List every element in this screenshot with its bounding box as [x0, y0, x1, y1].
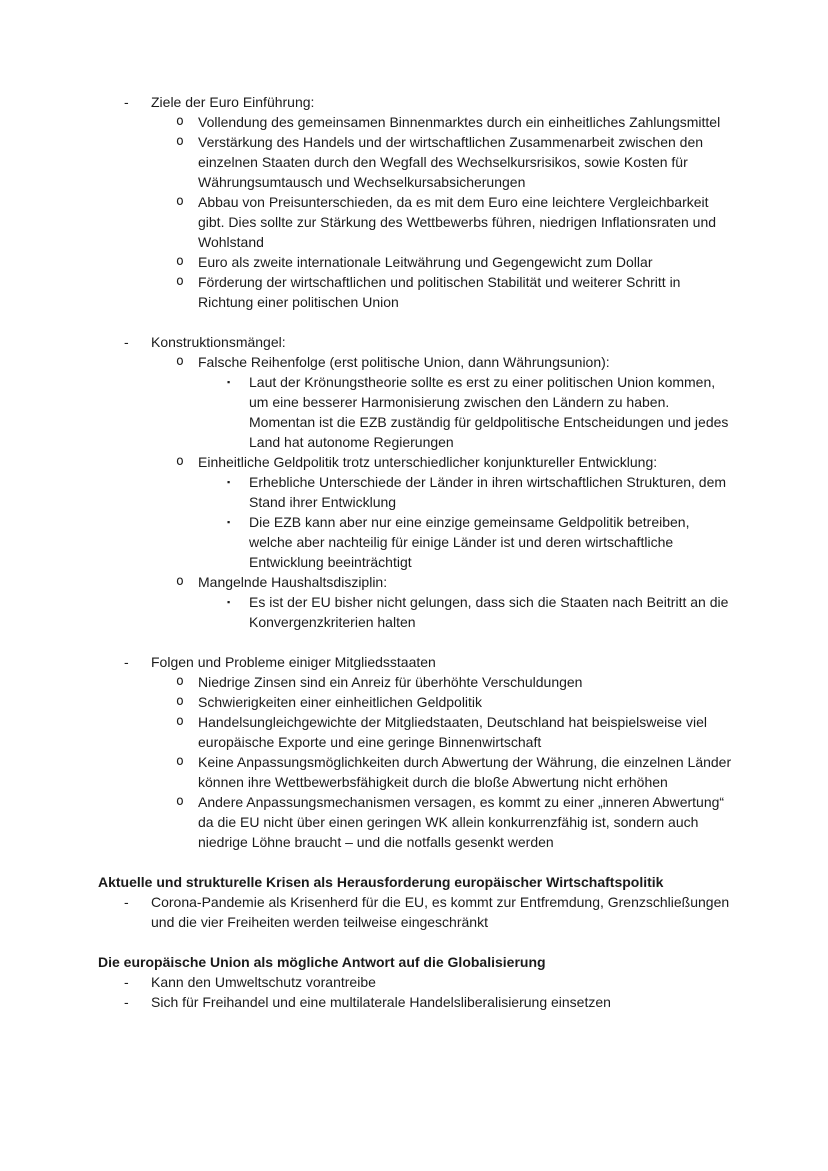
- bullet-marker: o: [176, 134, 184, 149]
- bullet-marker: o: [176, 254, 184, 269]
- bullet-marker: ▪: [227, 517, 231, 527]
- list-item-level-1: [0, 992, 736, 1012]
- list-item-text: Falsche Reihenfolge (erst politische Union, dann Währungsunion):: [198, 354, 610, 370]
- bullet-marker: o: [176, 354, 184, 369]
- list-item-text: Schwierigkeiten einer einheitlichen Geldpolitik: [198, 694, 483, 710]
- list-item-text: Kann den Umweltschutz vorantreibe: [151, 974, 376, 990]
- list-item-text: Handelsungleichgewichte der Mitgliedstaaten, Deutschland hat beispielsweise viel europäische Exporte und eine geringe Binnenwirtschaft: [198, 714, 707, 750]
- list-item-level-2: [0, 752, 736, 792]
- list-item-text: Erhebliche Unterschiede der Länder in ihren wirtschaftlichen Strukturen, dem Stand ihrer Entwicklung: [249, 474, 727, 510]
- list-item-level-2: [0, 452, 736, 472]
- bullet-marker: -: [124, 894, 129, 910]
- bullet-marker: ▪: [227, 477, 231, 487]
- list-item-text: Konstruktionsmängel:: [151, 334, 286, 350]
- list-item-level-2: [0, 132, 736, 192]
- list-item-text: Andere Anpassungsmechanismen versagen, es kommt zu einer „inneren Abwertung“ da die EU nicht über einen geringen WK allein konkurrenzfähig ist, sondern auch niedrige Löhne braucht – und die notfalls gesenkt werden: [198, 794, 725, 850]
- paragraph-spacer: [0, 932, 736, 952]
- list-item-text: Niedrige Zinsen sind ein Anreiz für überhöhte Verschuldungen: [198, 674, 583, 690]
- paragraph-spacer: [0, 852, 736, 872]
- list-item-level-3: [0, 592, 736, 632]
- bullet-marker: -: [124, 94, 129, 110]
- list-item-text: Euro als zweite internationale Leitwährung und Gegengewicht zum Dollar: [198, 254, 653, 270]
- list-item-level-3: [0, 512, 736, 572]
- list-item-level-2: [0, 672, 736, 692]
- bullet-marker: -: [124, 994, 129, 1010]
- list-item-text: Corona-Pandemie als Krisenherd für die EU, es kommt zur Entfremdung, Grenzschließungen und die vier Freiheiten werden teilweise eingeschränkt: [151, 894, 730, 930]
- list-item-level-3: [0, 472, 736, 512]
- list-item-level-2: [0, 192, 736, 252]
- list-item-text: Mangelnde Haushaltsdisziplin:: [198, 574, 388, 590]
- list-item-level-2: [0, 712, 736, 752]
- list-item-text: Keine Anpassungsmöglichkeiten durch Abwertung der Währung, die einzelnen Länder können ihre Wettbewerbsfähigkeit durch die bloße Abwertung nicht erhöhen: [198, 754, 732, 790]
- heading-text: Aktuelle und strukturelle Krisen als Herausforderung europäischer Wirtschaftspolitik: [98, 874, 664, 890]
- bullet-marker: o: [176, 794, 184, 809]
- list-item-level-2: [0, 272, 736, 312]
- bullet-marker: o: [176, 274, 184, 289]
- bullet-marker: o: [176, 454, 184, 469]
- section-heading: [98, 872, 736, 892]
- list-item-text: Einheitliche Geldpolitik trotz unterschiedlicher konjunktureller Entwicklung:: [198, 454, 658, 470]
- list-item-level-2: [0, 692, 736, 712]
- list-item-text: Vollendung des gemeinsamen Binnenmarktes durch ein einheitliches Zahlungsmittel: [198, 114, 721, 130]
- bullet-marker: ▪: [227, 377, 231, 387]
- list-item-text: Es ist der EU bisher nicht gelungen, dass sich die Staaten nach Beitritt an die Konvergenzkriterien halten: [249, 594, 729, 630]
- bullet-marker: -: [124, 974, 129, 990]
- list-item-level-2: [0, 252, 736, 272]
- list-item-text: Sich für Freihandel und eine multilaterale Handelsliberalisierung einsetzen: [151, 994, 611, 1010]
- list-item-text: Ziele der Euro Einführung:: [151, 94, 315, 110]
- bullet-marker: o: [176, 194, 184, 209]
- list-item-text: Förderung der wirtschaftlichen und politischen Stabilität und weiterer Schritt in Richtung einer politischen Union: [198, 274, 681, 310]
- list-item-text: Folgen und Probleme einiger Mitgliedsstaaten: [151, 654, 436, 670]
- list-item-text: Verstärkung des Handels und der wirtschaftlichen Zusammenarbeit zwischen den einzelnen Staaten durch den Wegfall des Wechselkursrisikos, sowie Kosten für Währungsumtausch und Wechselkursabsicherungen: [198, 134, 704, 190]
- bullet-marker: o: [176, 754, 184, 769]
- list-item-level-1: [0, 892, 736, 932]
- list-item-text: Laut der Krönungstheorie sollte es erst zu einer politischen Union kommen, um eine besserer Harmonisierung zwischen den Ländern zu haben. Momentan ist die EZB zuständig für geldpolitische Entscheidungen und jedes Land hat autonome Regierungen: [249, 374, 729, 450]
- bullet-marker: o: [176, 694, 184, 709]
- list-item-text: Die EZB kann aber nur eine einzige gemeinsame Geldpolitik betreiben, welche aber nachteilig für einige Länder ist und deren wirtschaftliche Entwicklung beeinträchtigt: [249, 514, 690, 570]
- list-item-level-2: [0, 792, 736, 852]
- bullet-marker: o: [176, 574, 184, 589]
- section-heading: [98, 952, 736, 972]
- list-item-level-1: [0, 92, 736, 112]
- bullet-marker: o: [176, 114, 184, 129]
- bullet-marker: -: [124, 334, 129, 350]
- paragraph-spacer: [0, 312, 736, 332]
- bullet-marker: ▪: [227, 597, 231, 607]
- list-item-level-1: [0, 972, 736, 992]
- list-item-level-1: [0, 652, 736, 672]
- list-item-level-1: [0, 332, 736, 352]
- list-item-level-2: [0, 352, 736, 372]
- heading-text: Die europäische Union als mögliche Antwort auf die Globalisierung: [98, 954, 546, 970]
- bullet-marker: -: [124, 654, 129, 670]
- list-item-level-2: [0, 112, 736, 132]
- list-item-level-2: [0, 572, 736, 592]
- bullet-marker: o: [176, 714, 184, 729]
- list-item-text: Abbau von Preisunterschieden, da es mit dem Euro eine leichtere Vergleichbarkeit gibt. Dies sollte zur Stärkung des Wettbewerbs führen, niedrigen Inflationsraten und Wohlstand: [198, 194, 717, 250]
- list-item-level-3: [0, 372, 736, 452]
- paragraph-spacer: [0, 632, 736, 652]
- bullet-marker: o: [176, 674, 184, 689]
